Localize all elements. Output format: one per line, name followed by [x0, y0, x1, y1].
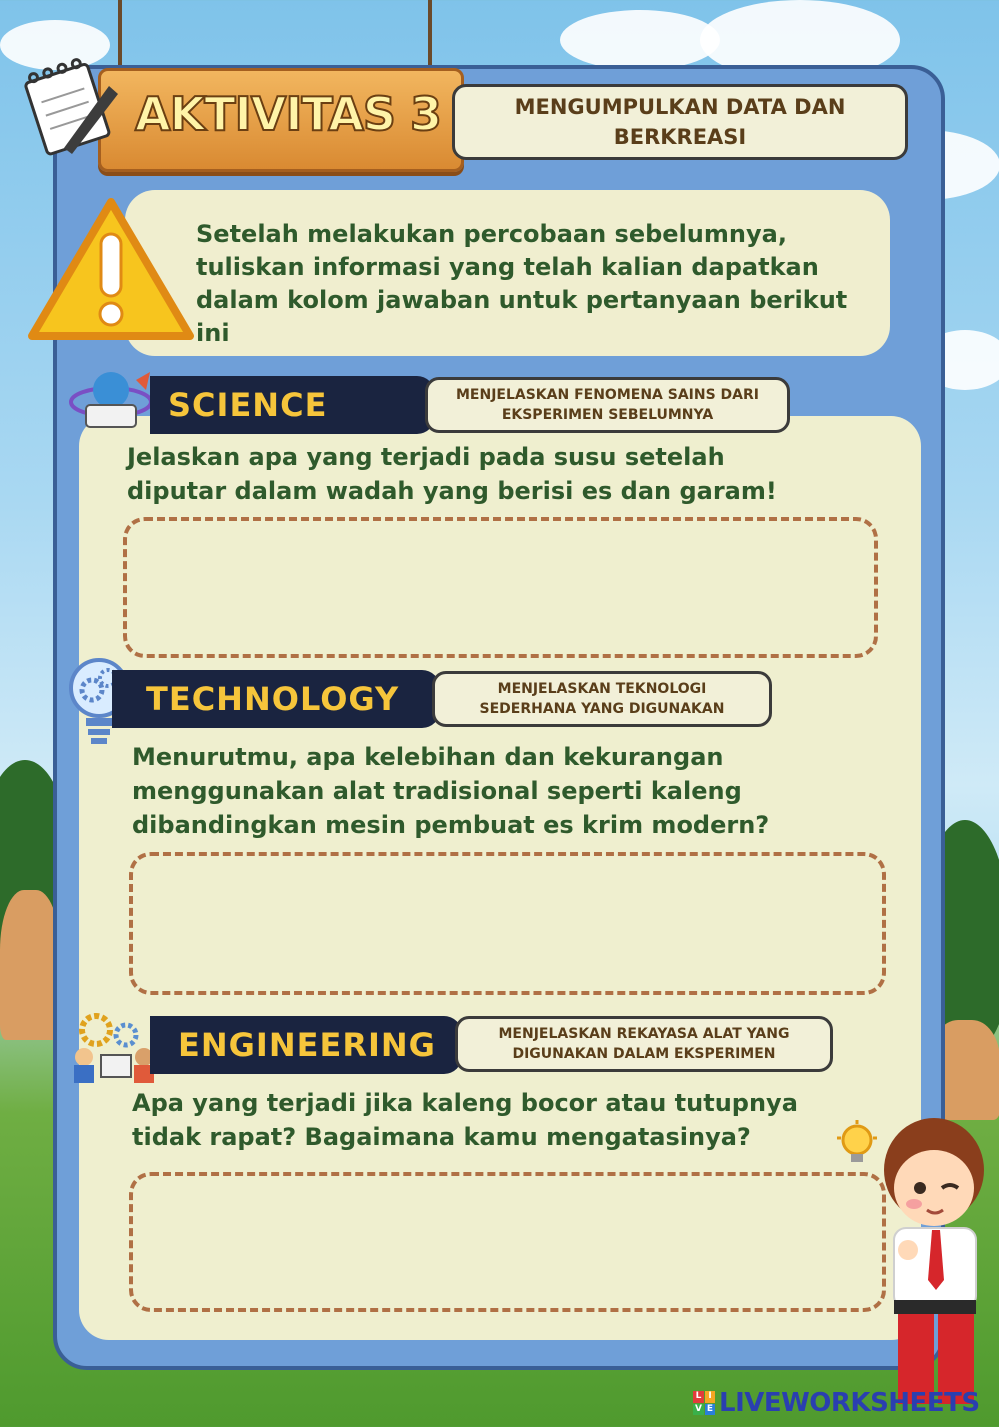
liveworksheets-brand: LIVEWORKSHEETS: [719, 1388, 980, 1418]
engineering-description: MENJELASKAN REKAYASA ALAT YANG DIGUNAKAN DALAM EKSPERIMEN: [455, 1016, 833, 1072]
student-boy-illustration: [872, 1110, 999, 1410]
science-description: MENJELASKAN FENOMENA SAINS DARI EKSPERIMEN SEBELUMNYA: [425, 377, 790, 433]
science-icon: [66, 360, 156, 440]
notebook-pencil-icon: [14, 56, 124, 156]
activity-subtitle: MENGUMPULKAN DATA DAN BERKREASI: [452, 84, 908, 160]
engineering-label: ENGINEERING: [178, 1026, 436, 1064]
science-answer-field[interactable]: [123, 517, 878, 658]
engineering-banner: [150, 1016, 462, 1074]
technology-description: MENJELASKAN TEKNOLOGI SEDERHANA YANG DIGUNAKAN: [432, 671, 772, 727]
engineering-answer-field[interactable]: [129, 1172, 886, 1312]
intro-text: Setelah melakukan percobaan sebelumnya, tuliskan informasi yang telah kalian dapatkan dalam kolom jawaban untuk pertanyaan berikut ini: [196, 220, 848, 347]
technology-answer-field[interactable]: [129, 852, 886, 995]
science-question: Jelaskan apa yang terjadi pada susu setelah diputar dalam wadah yang berisi es dan garam!: [127, 443, 777, 505]
science-label: SCIENCE: [168, 386, 328, 424]
science-banner: [150, 376, 435, 434]
warning-icon: [26, 196, 196, 344]
technology-banner: [112, 670, 440, 728]
liveworksheets-footer: [693, 1388, 980, 1418]
liveworksheets-logo-icon: L I V E: [693, 1391, 715, 1415]
hanging-rope-right: [428, 0, 432, 72]
activity-title: AKTIVITAS 3: [135, 87, 442, 141]
technology-label: TECHNOLOGY: [146, 680, 400, 718]
engineering-question: Apa yang terjadi jika kaleng bocor atau tutupnya tidak rapat? Bagaimana kamu mengatasinya?: [132, 1089, 798, 1151]
technology-question: Menurutmu, apa kelebihan dan kekurangan menggunakan alat tradisional seperti kaleng dibandingkan mesin pembuat es krim modern?: [132, 743, 770, 839]
